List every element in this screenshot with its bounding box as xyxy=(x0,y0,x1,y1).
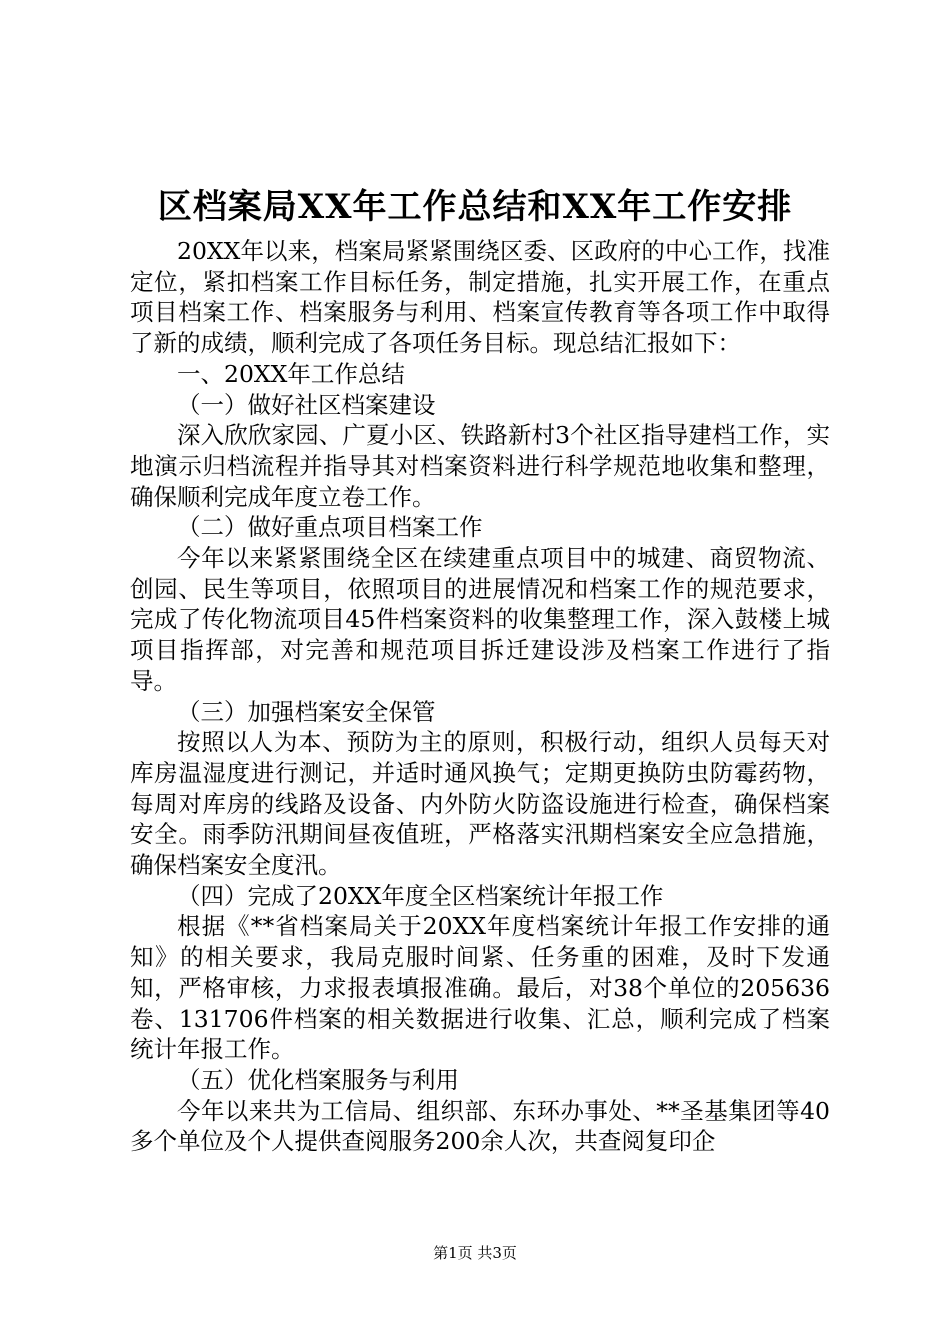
subsection-heading: （四）完成了20XX年度全区档案统计年报工作 xyxy=(177,881,664,910)
body-paragraph: 按照以人为本、预防为主的原则，积极行动，组织人员每天对库房温湿度进行测记，并适时通风换气；定期更换防虫防霉药物，每周对库房的线路及设备、内外防火防盗设施进行检查，确保档案安全。雨季防汛期间昼夜值班，严格落实汛期档案安全应急措施，确保档案安全度汛。 xyxy=(130,728,830,880)
document-title: 区档案局XX年工作总结和XX年工作安排 xyxy=(157,187,793,227)
page-footer: 第1页 共3页 xyxy=(433,1244,517,1262)
body-paragraph: 今年以来紧紧围绕全区在续建重点项目中的城建、商贸物流、创园、民生等项目，依照项目的进展情况和档案工作的规范要求，完成了传化物流项目45件档案资料的收集整理工作，深入鼓楼上城项目指挥部，对完善和规范项目拆迁建设涉及档案工作进行了指导。 xyxy=(130,544,830,695)
intro-paragraph: 20XX年以来，档案局紧紧围绕区委、区政府的中心工作，找准定位，紧扣档案工作目标任务，制定措施，扎实开展工作，在重点项目档案工作、档案服务与利用、档案宣传教育等各项工作中取得了新的成绩，顺利完成了各项任务目标。现总结汇报如下： xyxy=(130,237,830,358)
body-paragraph: 今年以来共为工信局、组织部、东环办事处、**圣基集团等40多个单位及个人提供查阅服务200余人次，共查阅复印企 xyxy=(130,1096,830,1156)
body-paragraph: 深入欣欣家园、广夏小区、铁路新村3个社区指导建档工作，实地演示归档流程并指导其对档案资料进行科学规范地收集和整理，确保顺利完成年度立卷工作。 xyxy=(130,421,830,511)
section-heading: 一、20XX年工作总结 xyxy=(177,359,405,388)
document-body xyxy=(130,236,830,1157)
subsection-heading: （一）做好社区档案建设 xyxy=(177,390,436,419)
subsection-heading: （五）优化档案服务与利用 xyxy=(177,1065,459,1094)
subsection-heading: （三）加强档案安全保管 xyxy=(177,697,436,726)
body-paragraph: 根据《**省档案局关于20XX年度档案统计年报工作安排的通知》的相关要求，我局克服时间紧、任务重的困难，及时下发通知，严格审核，力求报表填报准确。最后，对38个单位的205636卷、131706件档案的相关数据进行收集、汇总，顺利完成了档案统计年报工作。 xyxy=(130,912,830,1064)
subsection-heading: （二）做好重点项目档案工作 xyxy=(177,513,483,542)
